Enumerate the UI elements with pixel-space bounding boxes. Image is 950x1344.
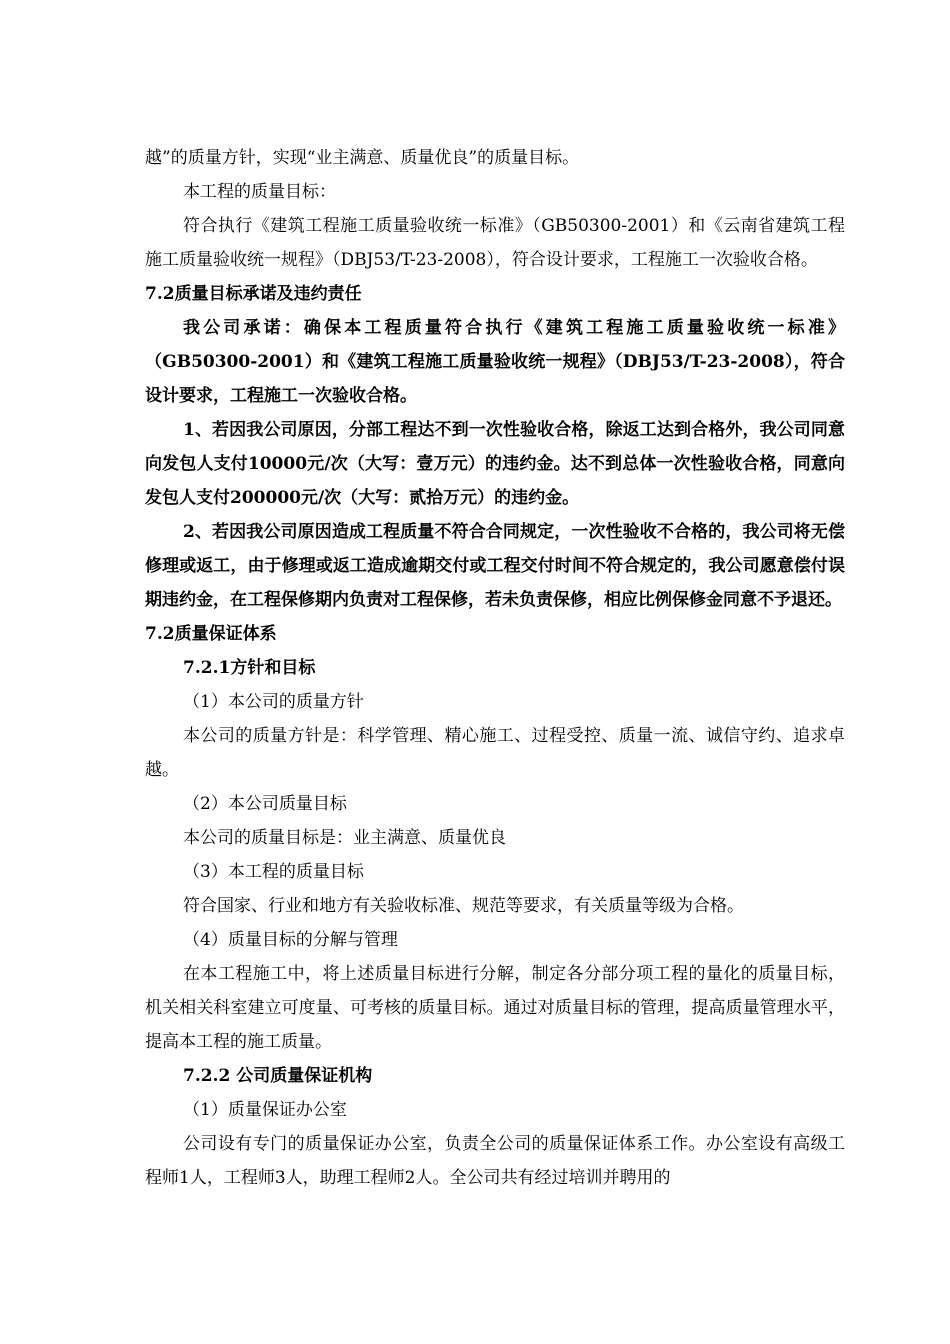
paragraph-commitment: 我公司承诺：确保本工程质量符合执行《建筑工程施工质量验收统一标准》（GB50300-2001）和《建筑工程施工质量验收统一规程》（DBJ53/T-23-2008），符合设计要求，工程施工一次验收合格。 (145, 318, 845, 406)
paragraph-item-2: 2、若因我公司原因造成工程质量不符合合同规定，一次性验收不合格的，我公司将无偿修理或返工，由于修理或返工造成逾期交付或工程交付时间不符合规定的，我公司愿意偿付误期违约金，在工程保修期内负责对工程保修，若未负责保修，相应比例保修金同意不予退还。 (145, 522, 845, 610)
heading-7-2-system: 7.2质量保证体系 (145, 624, 277, 644)
paragraph-intro-tail: 越”的质量方针，实现“业主满意、质量优良”的质量目标。 (145, 148, 580, 168)
paragraph-qa-office: 公司设有专门的质量保证办公室，负责全公司的质量保证体系工作。办公室设有高级工程师1人，工程师3人，助理工程师2人。全公司共有经过培训并聘用的 (145, 1134, 845, 1188)
paragraph-goal-title: 本工程的质量目标： (183, 182, 336, 202)
subheading-goal-management: （4）质量目标的分解与管理 (183, 930, 398, 950)
subheading-qa-office: （1）质量保证办公室 (183, 1100, 347, 1120)
document-body (145, 141, 845, 1195)
paragraph-policy: 本公司的质量方针是：科学管理、精心施工、过程受控、质量一流、诚信守约、追求卓越。 (145, 726, 845, 780)
paragraph-goal-body: 符合执行《建筑工程施工质量验收统一标准》（GB50300-2001）和《云南省建筑工程施工质量验收统一规程》（DBJ53/T-23-2008），符合设计要求，工程施工一次验收合格。 (145, 216, 845, 270)
heading-7-2-commitment: 7.2质量目标承诺及违约责任 (145, 284, 362, 304)
subheading-policy: （1）本公司的质量方针 (183, 692, 364, 712)
subheading-company-goal: （2）本公司质量目标 (183, 794, 347, 814)
heading-7-2-2: 7.2.2 公司质量保证机构 (183, 1066, 373, 1086)
paragraph-company-goal: 本公司的质量目标是：业主满意、质量优良 (183, 828, 506, 848)
paragraph-item-1: 1、若因我公司原因，分部工程达不到一次性验收合格，除返工达到合格外，我公司同意向发包人支付10000元/次（大写：壹万元）的违约金。达不到总体一次性验收合格，同意向发包人支付200000元/次（大写：贰拾万元）的违约金。 (145, 420, 845, 508)
paragraph-goal-management: 在本工程施工中，将上述质量目标进行分解，制定各分部分项工程的量化的质量目标，机关相关科室建立可度量、可考核的质量目标。通过对质量目标的管理，提高质量管理水平，提高本工程的施工质量。 (145, 964, 845, 1052)
subheading-project-goal: （3）本工程的质量目标 (183, 862, 364, 882)
heading-7-2-1: 7.2.1方针和目标 (183, 658, 316, 678)
paragraph-project-goal: 符合国家、行业和地方有关验收标准、规范等要求，有关质量等级为合格。 (183, 896, 744, 916)
